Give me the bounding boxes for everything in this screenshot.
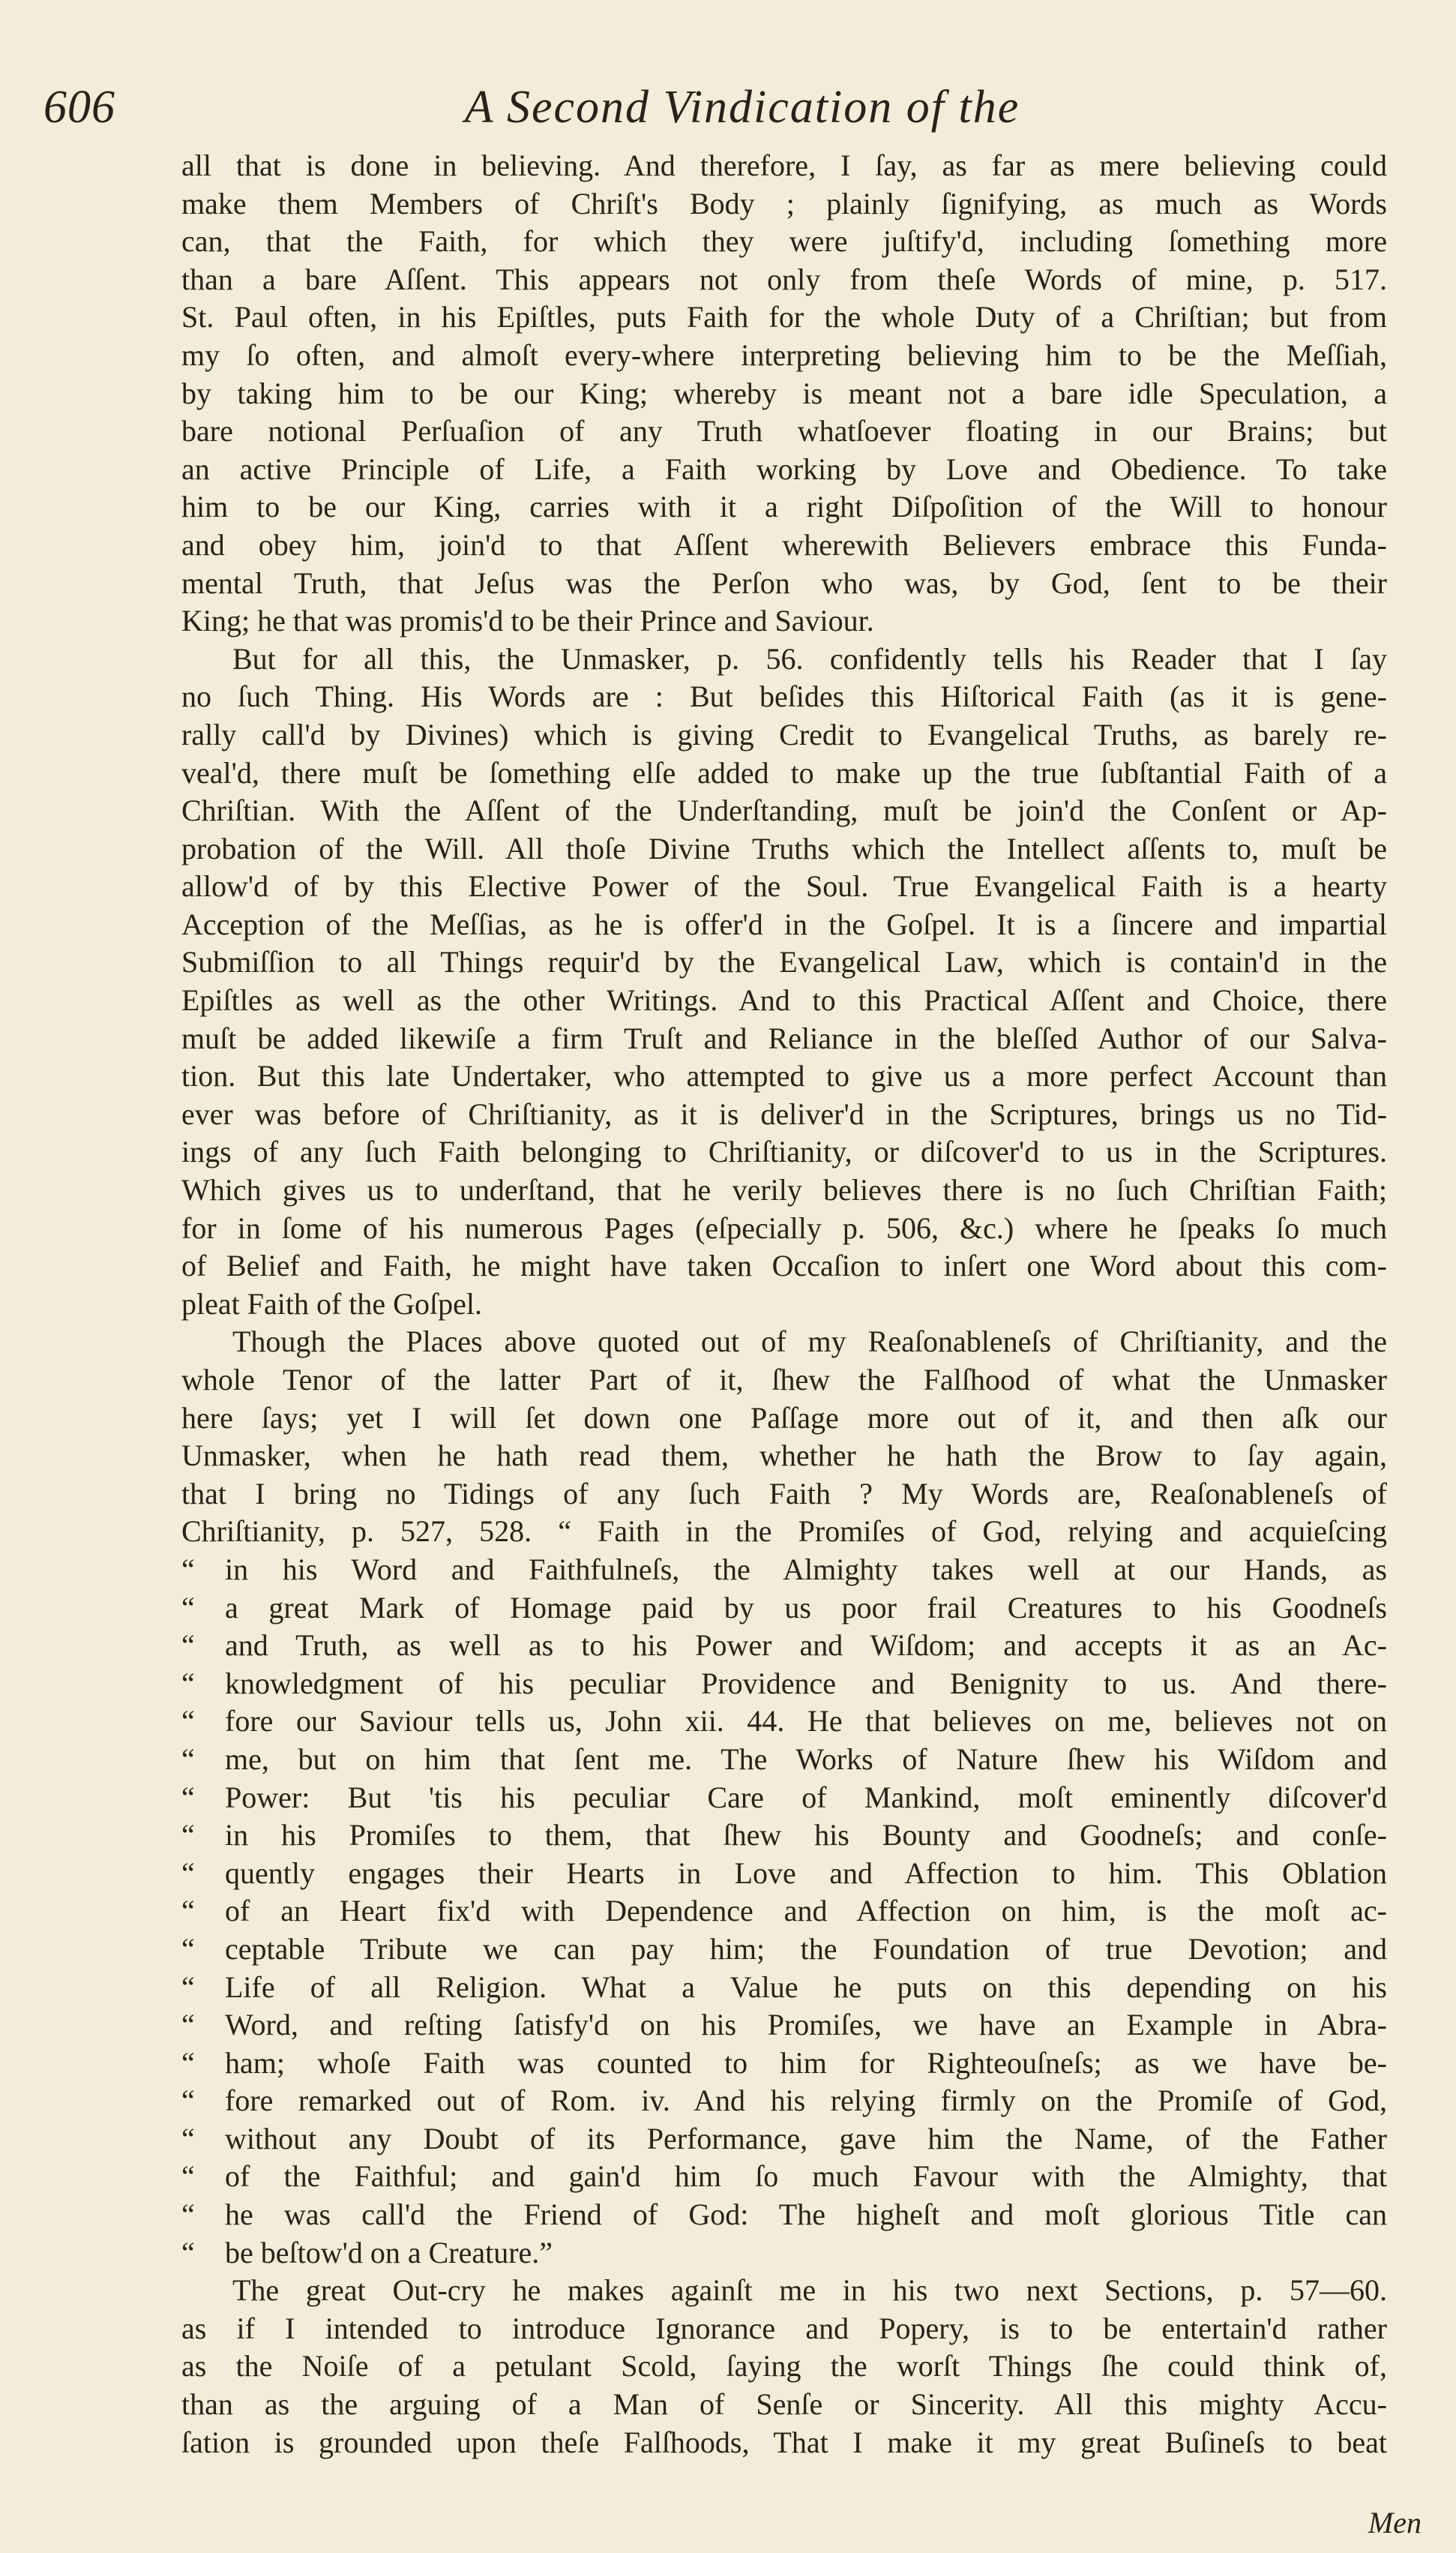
text-line: Acception of the Meſſias, as he is offer'd in the Goſpel. It is a ſincere and impartial	[181, 907, 1387, 941]
text-line: “ and Truth, as well as to his Power and Wiſdom; and accepts it as an Ac-	[181, 1627, 1387, 1665]
text-line: bare notional Perſuaſion of any Truth whatſoever floating in our Brains; but	[181, 414, 1387, 448]
text-line: and obey him, join'd to that Aſſent wherewith Believers embrace this Funda-	[181, 527, 1387, 562]
text-line: whole Tenor of the latter Part of it, ſhew the Falſhood of what the Unmasker	[181, 1363, 1387, 1396]
text-line: Unmasker, when he hath read them, whether he hath the Brow to ſay again,	[181, 1438, 1387, 1473]
text-line: “ Life of all Religion. What a Value he puts on this depending on his	[181, 1969, 1387, 2007]
text-line: “ a great Mark of Homage paid by us poor frail Creatures to his Goodneſs	[181, 1589, 1387, 1628]
text-line: than as the arguing of a Man of Senſe or Sincerity. All this mighty Accu-	[181, 2387, 1387, 2422]
text-line: “ of an Heart fix'd with Dependence and Affection on him, is the moſt ac-	[181, 1892, 1387, 1930]
text-line: for in ſome of his numerous Pages (eſpecially p. 506, &c.) where he ſpeaks ſo much	[181, 1210, 1387, 1245]
text-line: veal'd, there muſt be ſomething elſe added to make up the true ſubſtantial Faith of a	[181, 755, 1387, 790]
text-line: “ quently engages their Hearts in Love and Affection to him. This Oblation	[181, 1855, 1387, 1893]
text-line: allow'd of by this Elective Power of the Soul. True Evangelical Faith is a hearty	[181, 869, 1387, 904]
text-line: pleat Faith of the Goſpel.	[181, 1286, 483, 1321]
text-line: all that is done in believing. And therefore, I ſay, as far as mere believing could	[181, 148, 1387, 182]
text-line: King; he that was promis'd to be their Prince and Saviour.	[181, 604, 874, 638]
text-line: as if I intended to introduce Ignorance and Popery, is to be entertain'd rather	[181, 2311, 1387, 2345]
text-line: “ me, but on him that ſent me. The Works of Nature ſhew his Wiſdom and	[181, 1741, 1387, 1779]
text-line: tion. But this late Undertaker, who attempted to give us a more perfect Account than	[181, 1059, 1387, 1094]
text-line: as the Noiſe of a petulant Scold, ſaying the worſt Things ſhe could think of,	[181, 2349, 1387, 2384]
text-line: “ of the Faithful; and gain'd him ſo much Favour with the Almighty, that	[181, 2158, 1387, 2196]
text-line: Though the Places above quoted out of my Reaſonableneſs of Chriſtianity, and the	[232, 1324, 1387, 1359]
text-line: make them Members of Chriſt's Body ; plainly ſignifying, as much as Words	[181, 186, 1387, 220]
text-line: ſation is grounded upon theſe Falſhoods, That I make it my great Buſineſs to beat	[181, 2425, 1387, 2459]
text-line: that I bring no Tidings of any ſuch Faith ? My Words are, Reaſonableneſs of	[181, 1476, 1387, 1510]
text-line: “ Power: But 'tis his peculiar Care of Mankind, moſt eminently diſcover'd	[181, 1779, 1387, 1817]
text-line: muſt be added likewiſe a firm Truſt and Reliance in the bleſſed Author of our Salva-	[181, 1021, 1387, 1055]
text-line: The great Out-cry he makes againſt me in his two next Sections, p. 57—60.	[232, 2273, 1387, 2308]
text-line: ever was before of Chriſtianity, as it is deliver'd in the Scriptures, brings us no Tid-	[181, 1096, 1387, 1131]
text-line: can, that the Faith, for which they were juſtify'd, including ſomething more	[181, 224, 1387, 259]
text-line: Chriſtian. With the Aſſent of the Underſtanding, muſt be join'd the Conſent or Ap-	[181, 794, 1387, 828]
text-line: But for all this, the Unmasker, p. 56. confidently tells his Reader that I ſay	[232, 641, 1387, 676]
text-line: “ in his Word and Faithfulneſs, the Almighty takes well at our Hands, as	[181, 1551, 1387, 1589]
text-line: probation of the Will. All thoſe Divine Truths which the Intellect aſſents to, muſt be	[181, 831, 1387, 866]
text-line: “ fore our Saviour tells us, John xii. 44. He that believes on me, believes not on	[181, 1702, 1387, 1741]
text-line: “ ceptable Tribute we can pay him; the Foundation of true Devotion; and	[181, 1930, 1387, 1969]
text-line: “ he was call'd the Friend of God: The higheſt and moſt glorious Title can	[181, 2196, 1387, 2234]
text-line: Chriſtianity, p. 527, 528. “ Faith in the Promiſes of God, relying and acquieſcing	[181, 1514, 1387, 1549]
text-line: rally call'd by Divines) which is giving Credit to Evangelical Truths, as barely re-	[181, 717, 1387, 752]
text-line: “ fore remarked out of Rom. iv. And his relying firmly on the Promiſe of God,	[181, 2082, 1387, 2120]
text-line: mental Truth, that Jeſus was the Perſon who was, by God, ſent to be their	[181, 566, 1387, 600]
text-line: “ without any Doubt of its Performance, gave him the Name, of the Father	[181, 2120, 1387, 2158]
text-line: no ſuch Thing. His Words are : But beſides this Hiſtorical Faith (as it is gene-	[181, 680, 1387, 714]
running-title: A Second Vindication of the	[464, 82, 1020, 133]
text-line: an active Principle of Life, a Faith working by Love and Obedience. To take	[181, 452, 1387, 486]
text-line: ings of any ſuch Faith belonging to Chriſtianity, or diſcover'd to us in the Scriptures.	[181, 1135, 1387, 1169]
text-line: “ in his Promiſes to them, that ſhew his Bounty and Goodneſs; and conſe-	[181, 1816, 1387, 1855]
text-line: Which gives us to underſtand, that he verily believes there is no ſuch Chriſtian Faith;	[181, 1173, 1387, 1208]
text-line: “ ham; whoſe Faith was counted to him for Righteouſneſs; as we have be-	[181, 2044, 1387, 2083]
catchword: Men	[1368, 2506, 1422, 2540]
text-line: St. Paul often, in his Epiſtles, puts Faith for the whole Duty of a Chriſtian; but from	[181, 300, 1387, 334]
text-line: “ be beſtow'd on a Creature.”	[181, 2234, 1387, 2272]
body-text	[181, 147, 1387, 2462]
page-number: 606	[43, 82, 115, 133]
text-line: Submiſſion to all Things requir'd by the Evangelical Law, which is contain'd in the	[181, 945, 1387, 980]
text-line: by taking him to be our King; whereby is meant not a bare idle Speculation, a	[181, 376, 1387, 410]
text-line: “ knowledgment of his peculiar Providence and Benignity to us. And there-	[181, 1665, 1387, 1703]
text-line: here ſays; yet I will ſet down one Paſſage more out of it, and then aſk our	[181, 1400, 1387, 1435]
text-line: than a bare Aſſent. This appears not only from theſe Words of mine, p. 517.	[181, 262, 1387, 296]
text-line: “ Word, and reſting ſatisfy'd on his Promiſes, we have an Example in Abra-	[181, 2006, 1387, 2044]
text-line: Epiſtles as well as the other Writings. And to this Practical Aſſent and Choice, there	[181, 983, 1387, 1018]
text-line: him to be our King, carries with it a right Diſpoſition of the Will to honour	[181, 490, 1387, 524]
text-line: of Belief and Faith, he might have taken Occaſion to inſert one Word about this com-	[181, 1249, 1387, 1283]
text-line: my ſo often, and almoſt every-where interpreting believing him to be the Meſſiah,	[181, 338, 1387, 372]
